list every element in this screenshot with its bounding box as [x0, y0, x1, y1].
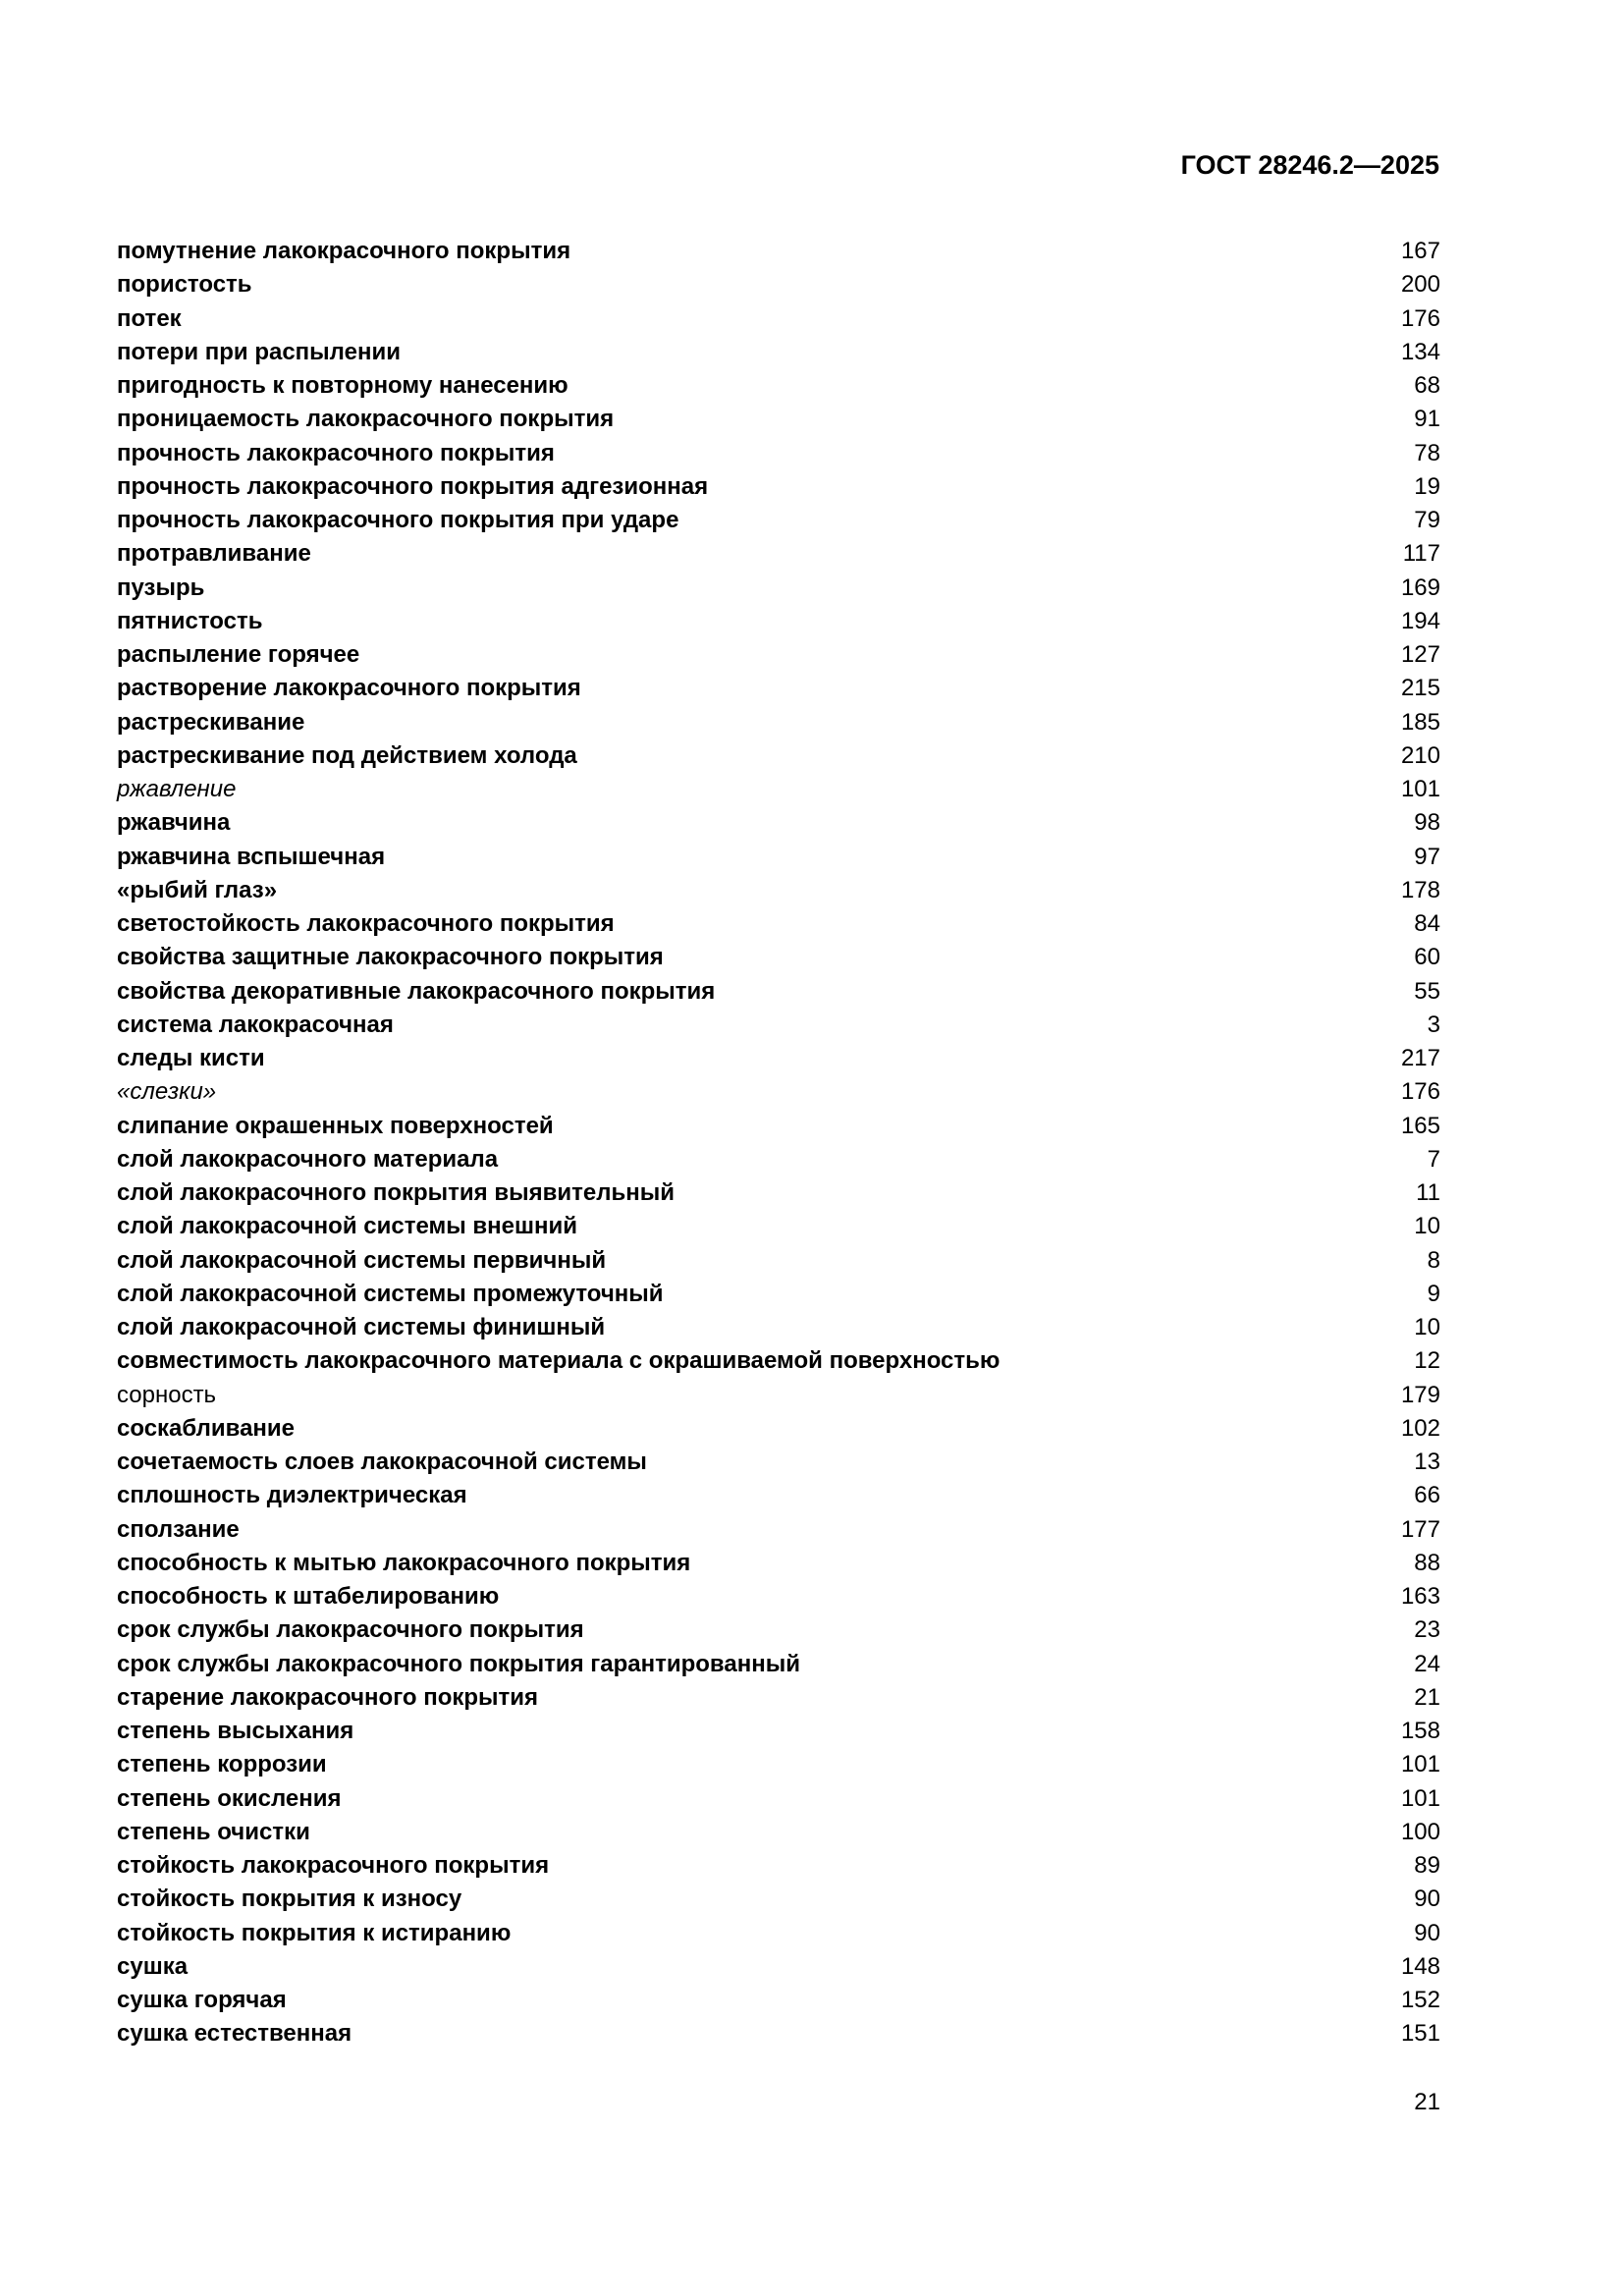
entry-number: 79 [1414, 507, 1440, 533]
entry-number: 167 [1400, 238, 1440, 264]
index-entry [117, 1210, 1440, 1243]
entry-term: степень очистки [117, 1818, 310, 1845]
index-entry [117, 1479, 1440, 1512]
entry-number: 179 [1400, 1381, 1440, 1408]
index-entry [117, 1412, 1440, 1446]
entry-number: 84 [1414, 910, 1440, 937]
entry-number: 177 [1400, 1515, 1440, 1543]
index-entry [117, 1143, 1440, 1176]
entry-number: 100 [1400, 1818, 1440, 1845]
entry-number: 8 [1427, 1246, 1440, 1274]
index-entry [117, 1446, 1440, 1479]
entry-term: сползание [117, 1515, 240, 1543]
entry-number: 12 [1414, 1347, 1440, 1375]
index-entry [117, 1681, 1440, 1715]
entry-term: ржавчина вспышечная [117, 843, 386, 870]
entry-term: растворение лакокрасочного покрытия [117, 675, 581, 702]
index-entry [117, 537, 1440, 571]
index-entry [117, 403, 1440, 436]
index-entry [117, 1009, 1440, 1042]
entry-number: 127 [1400, 641, 1440, 668]
entry-number: 134 [1400, 338, 1440, 365]
index-entry [117, 235, 1440, 268]
term-index-list [117, 235, 1440, 2051]
entry-number: 165 [1400, 1112, 1440, 1139]
entry-number: 200 [1400, 271, 1440, 299]
entry-number: 117 [1402, 540, 1440, 568]
entry-term: пузырь [117, 574, 205, 601]
entry-number: 21 [1414, 1683, 1440, 1711]
entry-number: 23 [1414, 1616, 1440, 1644]
entry-term: распыление горячее [117, 641, 360, 668]
entry-term: протравливание [117, 540, 311, 568]
index-entry [117, 1950, 1440, 1984]
entry-number: 217 [1400, 1045, 1440, 1071]
entry-term: сочетаемость слоев лакокрасочной системы [117, 1449, 647, 1475]
entry-term: пористость [117, 271, 252, 299]
entry-number: 97 [1414, 843, 1440, 870]
entry-term: потери при распылении [117, 338, 401, 365]
entry-term: слой лакокрасочной системы промежуточный [117, 1280, 664, 1307]
entry-term: срок службы лакокрасочного покрытия гарантированный [117, 1650, 800, 1677]
index-entry [117, 739, 1440, 773]
entry-term: старение лакокрасочного покрытия [117, 1683, 539, 1711]
entry-term: свойства защитные лакокрасочного покрытия [117, 944, 664, 971]
index-entry [117, 1984, 1440, 2017]
entry-number: 90 [1414, 1886, 1440, 1913]
index-entry [117, 941, 1440, 974]
entry-term: степень коррозии [117, 1751, 327, 1778]
entry-term: растрескивание [117, 708, 305, 736]
entry-term: соскабливание [117, 1414, 296, 1442]
index-entry [117, 1513, 1440, 1547]
index-entry [117, 470, 1440, 504]
entry-number: 7 [1427, 1145, 1440, 1173]
entry-number: 101 [1400, 776, 1440, 802]
entry-term: ржавчина [117, 809, 231, 837]
entry-number: 3 [1427, 1011, 1440, 1038]
entry-term: стойкость покрытия к износу [117, 1886, 462, 1913]
index-entry [117, 268, 1440, 301]
entry-number: 55 [1414, 977, 1440, 1005]
entry-number: 88 [1414, 1549, 1440, 1576]
entry-term: проницаемость лакокрасочного покрытия [117, 406, 615, 433]
entry-number: 98 [1414, 809, 1440, 837]
index-entry [117, 1244, 1440, 1278]
entry-term: прочность лакокрасочного покрытия при ударе [117, 507, 679, 533]
entry-term: пятнистость [117, 607, 263, 634]
entry-number: 68 [1414, 372, 1440, 399]
entry-term: совместимость лакокрасочного материала с окрашиваемой поверхностью [117, 1347, 1001, 1375]
entry-term: слой лакокрасочного покрытия выявительный [117, 1179, 675, 1206]
entry-term: способность к мытью лакокрасочного покрытия [117, 1549, 691, 1576]
entry-number: 10 [1414, 1213, 1440, 1240]
index-entry [117, 1176, 1440, 1210]
index-entry [117, 1042, 1440, 1075]
entry-term: сплошность диэлектрическая [117, 1482, 467, 1509]
entry-term: «рыбий глаз» [117, 876, 278, 903]
index-entry [117, 1547, 1440, 1580]
entry-term: слой лакокрасочной системы финишный [117, 1314, 606, 1340]
entry-number: 10 [1414, 1314, 1440, 1340]
entry-term: сушка естественная [117, 2020, 352, 2048]
document-code: ГОСТ 28246.2—2025 [1180, 150, 1439, 180]
entry-number: 9 [1427, 1280, 1440, 1307]
entry-term: растрескивание под действием холода [117, 741, 577, 769]
entry-number: 24 [1414, 1650, 1440, 1677]
entry-number: 101 [1400, 1751, 1440, 1778]
entry-term: сушка [117, 1952, 189, 1980]
index-entry [117, 2017, 1440, 2050]
index-entry [117, 706, 1440, 739]
entry-term: стойкость лакокрасочного покрытия [117, 1852, 550, 1879]
entry-number: 215 [1400, 675, 1440, 702]
entry-number: 19 [1414, 472, 1440, 500]
entry-term: слой лакокрасочного материала [117, 1145, 499, 1173]
entry-number: 89 [1414, 1852, 1440, 1879]
entry-number: 163 [1400, 1583, 1440, 1610]
entry-term: помутнение лакокрасочного покрытия [117, 238, 571, 264]
index-entry [117, 1748, 1440, 1781]
entry-term: ржавление [117, 776, 237, 802]
index-entry [117, 1715, 1440, 1748]
index-entry [117, 1110, 1440, 1143]
index-entry [117, 874, 1440, 907]
index-entry [117, 806, 1440, 840]
index-entry [117, 572, 1440, 605]
entry-number: 78 [1414, 439, 1440, 466]
entry-term: стойкость покрытия к истиранию [117, 1919, 512, 1946]
entry-term: светостойкость лакокрасочного покрытия [117, 910, 615, 937]
entry-number: 102 [1400, 1414, 1440, 1442]
entry-term: слипание окрашенных поверхностей [117, 1112, 554, 1139]
entry-number: 158 [1400, 1718, 1440, 1744]
entry-term: «слезки» [117, 1078, 217, 1106]
entry-term: сушка горячая [117, 1987, 287, 2013]
entry-term: слой лакокрасочной системы внешний [117, 1213, 578, 1240]
entry-number: 148 [1400, 1952, 1440, 1980]
entry-number: 91 [1414, 406, 1440, 433]
index-entry [117, 1344, 1440, 1378]
index-entry [117, 841, 1440, 874]
entry-term: степень высыхания [117, 1718, 354, 1744]
index-entry [117, 1816, 1440, 1849]
entry-number: 151 [1400, 2020, 1440, 2048]
index-entry [117, 437, 1440, 470]
index-entry [117, 975, 1440, 1009]
entry-number: 90 [1414, 1919, 1440, 1946]
entry-term: сорность [117, 1381, 217, 1408]
page-number: 21 [1414, 2089, 1440, 2115]
index-entry [117, 1782, 1440, 1816]
index-entry [117, 1849, 1440, 1883]
entry-term: пригодность к повторному нанесению [117, 372, 568, 399]
index-entry [117, 336, 1440, 369]
index-entry [117, 1580, 1440, 1613]
index-entry [117, 1311, 1440, 1344]
entry-term: свойства декоративные лакокрасочного покрытия [117, 977, 716, 1005]
index-entry [117, 369, 1440, 403]
entry-number: 169 [1400, 574, 1440, 601]
entry-number: 210 [1400, 741, 1440, 769]
entry-term: прочность лакокрасочного покрытия адгезионная [117, 472, 709, 500]
entry-term: слой лакокрасочной системы первичный [117, 1246, 607, 1274]
entry-term: следы кисти [117, 1045, 265, 1071]
index-entry [117, 1917, 1440, 1950]
index-entry [117, 1648, 1440, 1681]
entry-number: 66 [1414, 1482, 1440, 1509]
entry-number: 60 [1414, 944, 1440, 971]
entry-term: прочность лакокрасочного покрытия [117, 439, 555, 466]
index-entry [117, 1379, 1440, 1412]
entry-term: срок службы лакокрасочного покрытия [117, 1616, 584, 1644]
index-entry [117, 1075, 1440, 1109]
entry-number: 185 [1400, 708, 1440, 736]
index-entry [117, 907, 1440, 941]
index-entry [117, 672, 1440, 705]
index-entry [117, 302, 1440, 336]
entry-number: 11 [1416, 1179, 1440, 1206]
entry-number: 13 [1414, 1449, 1440, 1475]
entry-number: 178 [1400, 876, 1440, 903]
index-entry [117, 773, 1440, 806]
entry-number: 176 [1400, 1078, 1440, 1106]
index-entry [117, 605, 1440, 638]
index-entry [117, 1883, 1440, 1916]
entry-number: 194 [1400, 607, 1440, 634]
entry-term: потек [117, 304, 182, 332]
entry-number: 101 [1400, 1784, 1440, 1812]
entry-term: степень окисления [117, 1784, 342, 1812]
entry-number: 176 [1400, 304, 1440, 332]
index-entry [117, 504, 1440, 537]
index-entry [117, 1278, 1440, 1311]
index-entry [117, 638, 1440, 672]
entry-term: система лакокрасочная [117, 1011, 394, 1038]
index-entry [117, 1613, 1440, 1647]
entry-number: 152 [1400, 1987, 1440, 2013]
entry-term: способность к штабелированию [117, 1583, 500, 1610]
